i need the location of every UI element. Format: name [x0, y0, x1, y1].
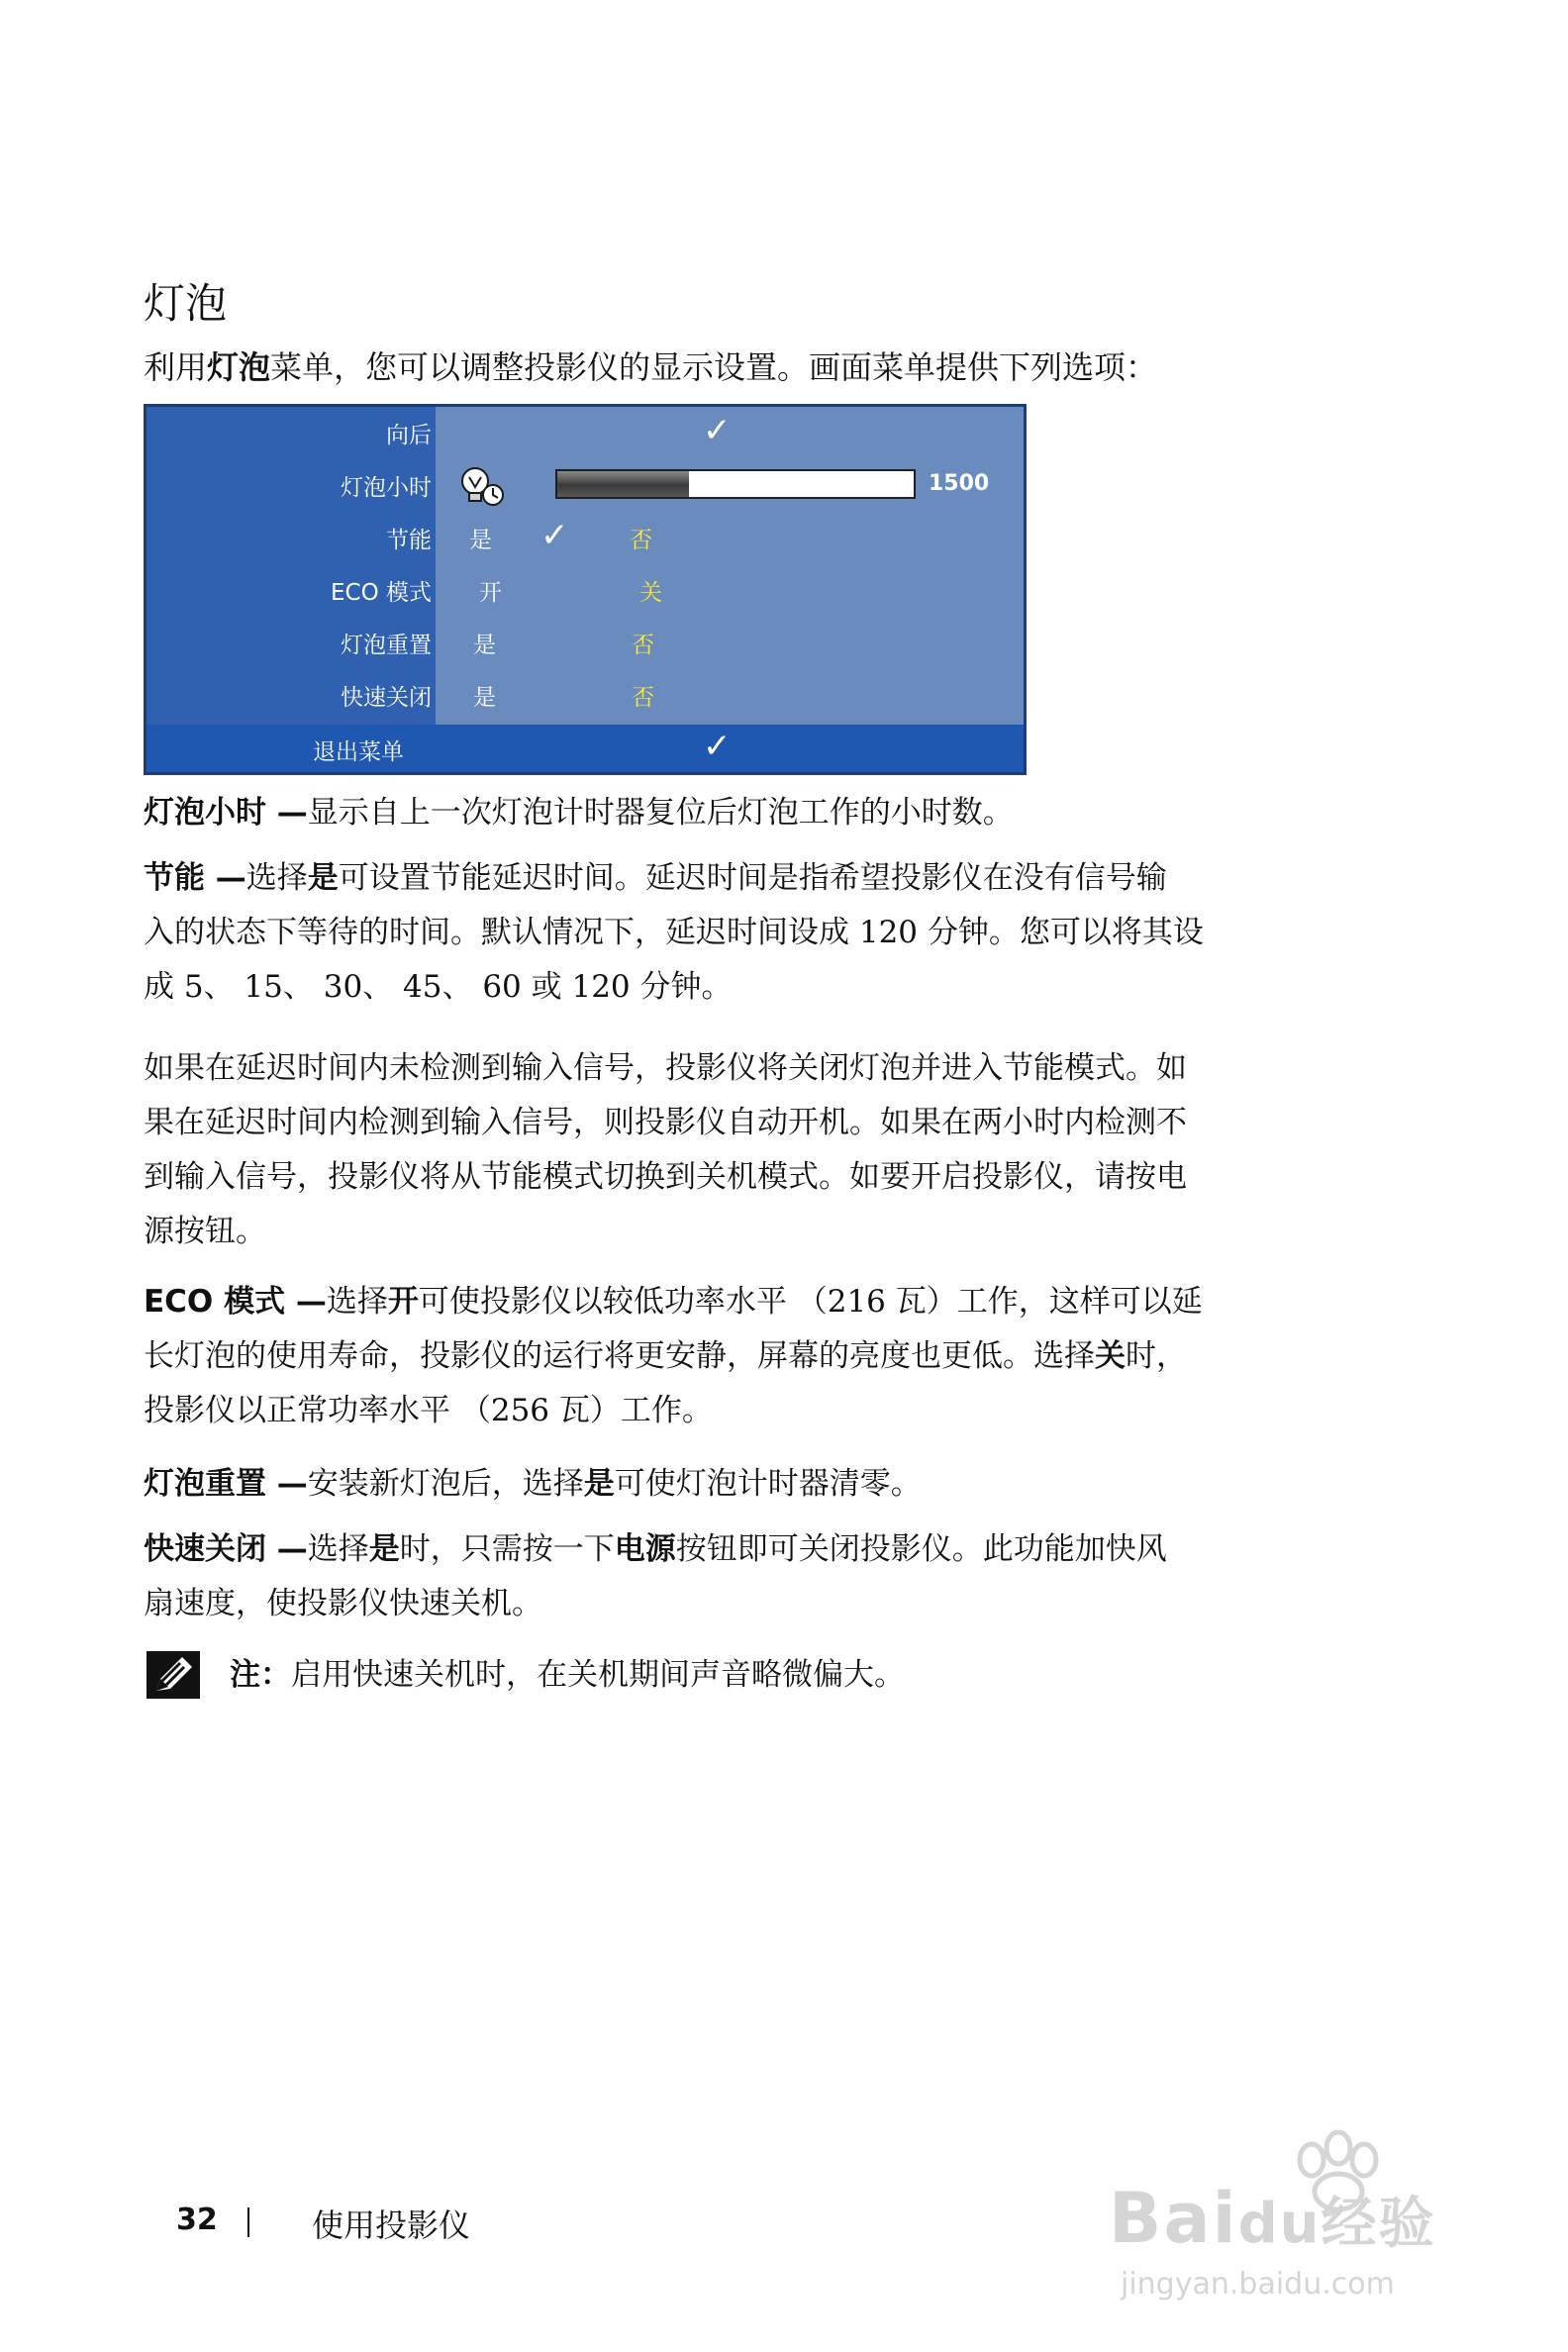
watermark-brand2: du: [1237, 2192, 1322, 2256]
power-saving-description: 节能 —选择是可设置节能延迟时间。延迟时间是指希望投影仪在没有信号输 入的状态下等待的时间。默认情况下，延迟时间设成 120 分钟。您可以将其设 成 5、 15、 30、 45、 60 或 120 分钟。: [144, 860, 1204, 1005]
intro-text: 利用灯泡菜单，您可以调整投影仪的显示设置。画面菜单提供下列选项：: [144, 348, 1158, 386]
option-no[interactable]: 否: [632, 685, 654, 711]
osd-row-back[interactable]: [147, 407, 1024, 459]
lamp-hours-progress-fill: [557, 471, 689, 497]
osd-label-lamp-reset: 灯泡重置: [341, 633, 432, 658]
lamp-hours-progress-bar: [555, 469, 916, 499]
osd-label-lamp-hours: 灯泡小时: [341, 475, 432, 501]
lamp-reset-description: 灯泡重置 —安装新灯泡后，选择是可使灯泡计时器清零。: [144, 1466, 922, 1502]
note-pencil-icon: [147, 1651, 200, 1699]
section-title: 灯泡: [144, 279, 228, 328]
lamp-clock-icon: [457, 465, 507, 511]
osd-row-power-saving[interactable]: [147, 512, 1024, 564]
check-icon: ✓: [703, 411, 732, 450]
note-text: 注：启用快速关机时，在关机期间声音略微偏大。: [230, 1657, 905, 1693]
osd-label-eco-mode: ECO 模式: [330, 580, 432, 606]
option-on[interactable]: 开: [479, 580, 502, 606]
check-icon: ✓: [703, 727, 732, 766]
option-no[interactable]: 否: [630, 528, 652, 553]
eco-mode-description: ECO 模式 —选择开可使投影仪以较低功率水平 （216 瓦）工作，这样可以延 长灯泡的使用寿命，投影仪的运行将更安静，屏幕的亮度也更低。选择关时， 投影仪以正常功率水平 （256 瓦）工作。: [144, 1284, 1203, 1428]
osd-row-eco-mode[interactable]: [147, 564, 1024, 617]
exit-menu-label: 退出菜单: [313, 739, 404, 765]
osd-row-quick-shutdown[interactable]: [147, 669, 1024, 722]
footer-divider: [247, 2207, 249, 2237]
option-yes[interactable]: 是: [473, 633, 496, 658]
option-yes[interactable]: 是: [473, 685, 496, 711]
option-yes[interactable]: 是: [469, 528, 492, 553]
osd-row-exit-menu[interactable]: [147, 725, 1024, 772]
watermark-brand: Bai: [1109, 2178, 1238, 2259]
option-off[interactable]: 关: [639, 580, 662, 606]
watermark-url: jingyan.baidu.com: [1121, 2267, 1395, 2302]
watermark-cn: 经验: [1321, 2192, 1436, 2256]
footer-section-title: 使用投影仪: [312, 2206, 471, 2244]
quick-shutdown-description: 快速关闭 —选择是时，只需按一下电源按钮即可关闭投影仪。此功能加快风 扇速度，使投影仪快速关机。: [144, 1531, 1167, 1621]
lamp-hours-description: 灯泡小时 —显示自上一次灯泡计时器复位后灯泡工作的小时数。: [144, 795, 1014, 831]
osd-label-back: 向后: [386, 423, 432, 448]
lamp-hours-value: 1500: [929, 471, 990, 496]
lamp-osd-menu: [144, 404, 1027, 775]
baidu-watermark: [1109, 2118, 1485, 2316]
osd-label-power-saving: 节能: [386, 528, 432, 553]
option-no[interactable]: 否: [632, 633, 654, 658]
page-number: 32: [176, 2203, 218, 2237]
osd-label-quick-shutdown: 快速关闭: [341, 685, 432, 711]
power-saving-detail: 如果在延迟时间内未检测到输入信号，投影仪将关闭灯泡并进入节能模式。如 果在延迟时间内检测到输入信号，则投影仪自动开机。如果在两小时内检测不 到输入信号，投影仪将从节能模式切换到关机模式。如要开启投影仪，请按电 源按钮。: [144, 1050, 1187, 1249]
check-icon: ✓: [540, 516, 569, 555]
osd-row-lamp-reset[interactable]: [147, 617, 1024, 669]
